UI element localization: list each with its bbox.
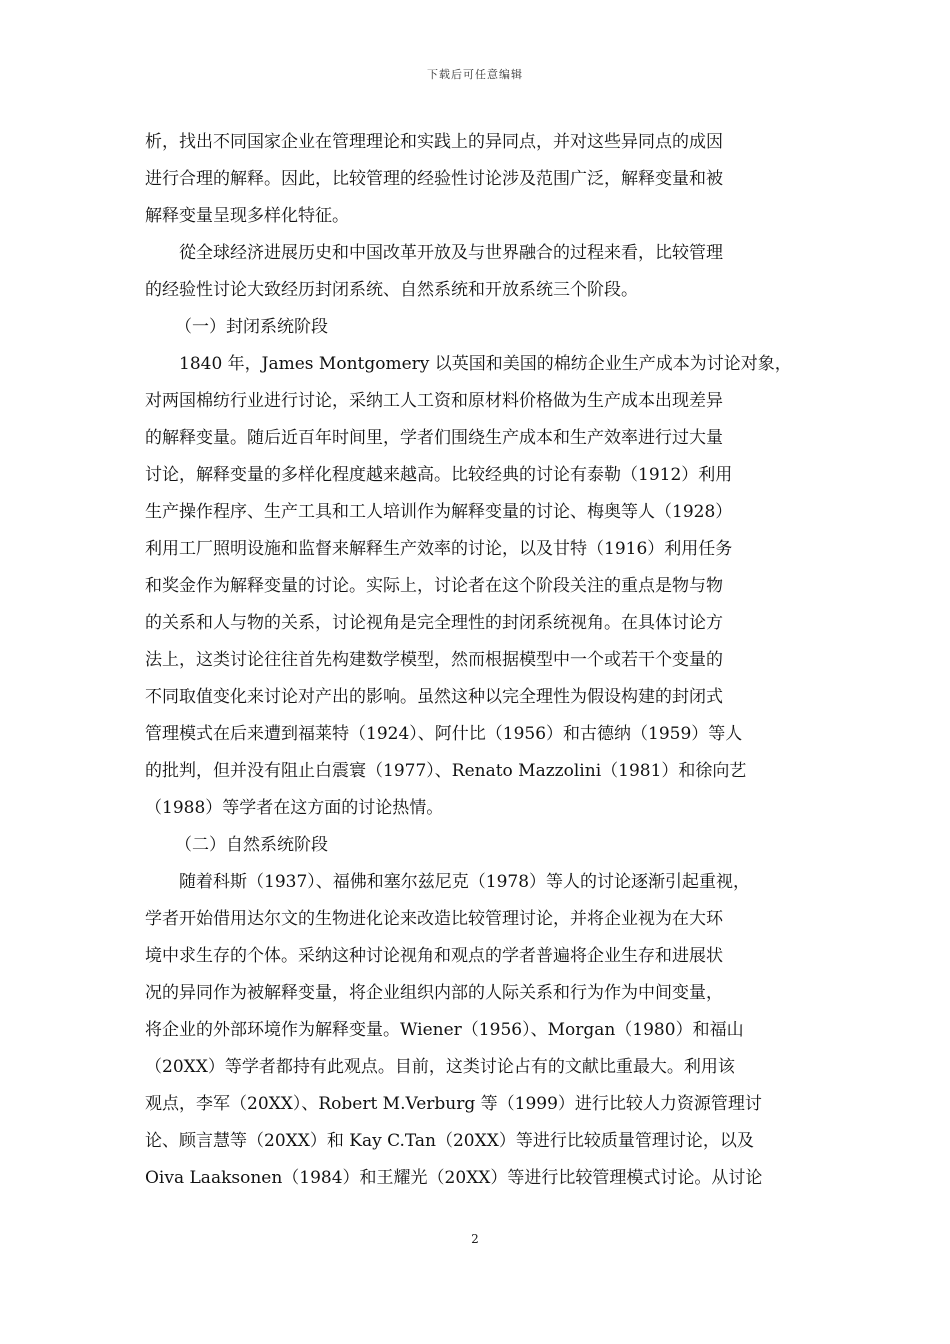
text-line: 讨论，解释变量的多样化程度越来越高。比较经典的讨论有泰勒（1912）利用: [145, 465, 733, 485]
text-line: 进行合理的解释。因此，比较管理的经验性讨论涉及范围广泛，解释变量和被: [145, 169, 723, 189]
text-line: 析，找出不同国家企业在管理理论和实践上的异同点，并对这些异同点的成因: [145, 132, 723, 152]
page-header: 下载后可任意编辑: [427, 68, 523, 81]
text-line: 不同取值变化来讨论对产出的影响。虽然这种以完全理性为假设构建的封闭式: [145, 687, 723, 707]
text-line: 解释变量呈现多样化特征。: [145, 206, 349, 226]
text-line: （1988）等学者在这方面的讨论热情。: [145, 798, 444, 818]
text-line: 的批判，但并没有阻止白震寰（1977）、Renato Mazzolini（1981）和徐向艺: [145, 761, 747, 781]
text-line: 论、顾言慧等（20XX）和 Kay C.Tan（20XX）等进行比较质量管理讨论，以及: [145, 1131, 754, 1151]
text-line: 利用工厂照明设施和监督来解释生产效率的讨论，以及甘特（1916）利用任务: [145, 539, 733, 559]
text-line: 将企业的外部环境作为解释变量。Wiener（1956）、Morgan（1980）和福山: [145, 1020, 744, 1040]
paragraph-first-line: 1840 年，James Montgomery 以英国和美国的棉纺企业生产成本为讨论对象，: [179, 354, 792, 374]
page-number: 2: [471, 1232, 479, 1246]
text-line: 学者开始借用达尔文的生物进化论来改造比较管理讨论，并将企业视为在大环: [145, 909, 723, 929]
text-line: 对两国棉纺行业进行讨论，采纳工人工资和原材料价格做为生产成本出现差异: [145, 391, 723, 411]
text-line: 法上，这类讨论往往首先构建数学模型，然而根据模型中一个或若干个变量的: [145, 650, 723, 670]
text-line: 况的异同作为被解释变量，将企业组织内部的人际关系和行为作为中间变量，: [145, 983, 723, 1003]
text-line: 观点，李军（20XX）、Robert M.Verburg 等（1999）进行比较人力资源管理讨: [145, 1094, 762, 1114]
text-line: 的解释变量。随后近百年时间里，学者们围绕生产成本和生产效率进行过大量: [145, 428, 723, 448]
text-line: 和奖金作为解释变量的讨论。实际上，讨论者在这个阶段关注的重点是物与物: [145, 576, 723, 596]
text-line: 生产操作程序、生产工具和工人培训作为解释变量的讨论、梅奥等人（1928）: [145, 502, 733, 522]
section-heading-closed-system: （一）封闭系统阶段: [175, 317, 328, 337]
text-line: 的关系和人与物的关系，讨论视角是完全理性的封闭系统视角。在具体讨论方: [145, 613, 723, 633]
text-line: Oiva Laaksonen（1984）和王耀光（20XX）等进行比较管理模式讨论。从讨论: [145, 1168, 763, 1188]
text-line: 境中求生存的个体。采纳这种讨论视角和观点的学者普遍将企业生存和进展状: [145, 946, 723, 966]
paragraph-first-line: 随着科斯（1937）、福佛和塞尔兹尼克（1978）等人的讨论逐渐引起重视，: [179, 872, 751, 892]
text-line: 管理模式在后来遭到福莱特（1924）、阿什比（1956）和古德纳（1959）等人: [145, 724, 743, 744]
body-text: [145, 124, 810, 1197]
section-heading-natural-system: （二）自然系统阶段: [175, 835, 328, 855]
paragraph-first-line: 從全球经济进展历史和中国改革开放及与世界融合的过程来看，比较管理: [179, 243, 723, 263]
text-line: 的经验性讨论大致经历封闭系统、自然系统和开放系统三个阶段。: [145, 280, 638, 300]
text-line: （20XX）等学者都持有此观点。目前，这类讨论占有的文献比重最大。利用该: [145, 1057, 735, 1077]
